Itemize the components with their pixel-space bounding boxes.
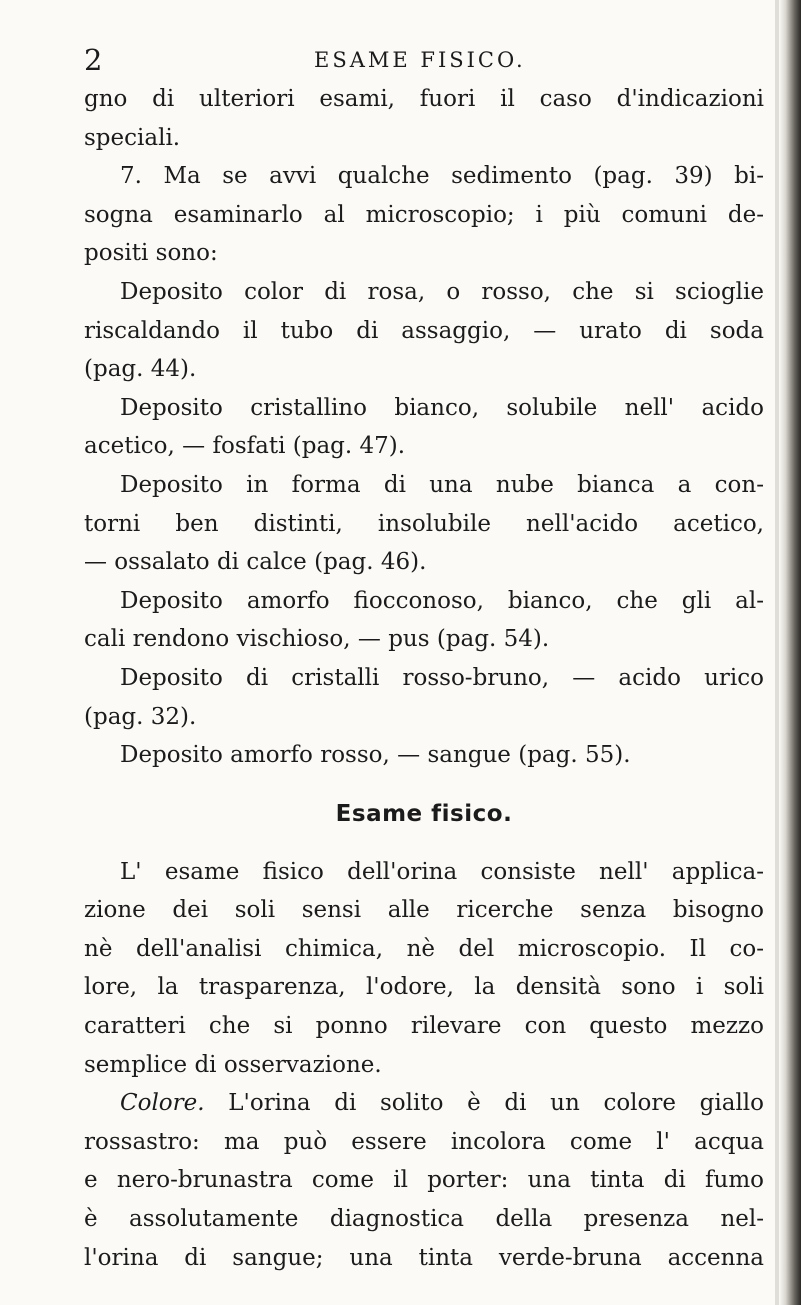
text-line: rossastro: ma può essere incolora come l' acqua xyxy=(84,1128,764,1155)
text-line: Deposito di cristalli rosso-bruno, — acido urico xyxy=(120,664,764,691)
colore-rest: L'orina di solito è di un colore giallo xyxy=(204,1090,764,1117)
text-line: speciali. xyxy=(84,124,181,151)
body-text xyxy=(84,80,764,1277)
text-line: sogna esaminarlo al microscopio; i più comuni de- xyxy=(84,201,764,228)
text-line: cali rendono vischioso, — pus (pag. 54). xyxy=(84,626,550,653)
text-line: lore, la trasparenza, l'odore, la densità sono i soli xyxy=(84,974,764,1001)
text-line: Deposito in forma di una nube bianca a con- xyxy=(120,471,764,498)
text-line: nè dell'analisi chimica, nè del microscopio. Il co- xyxy=(84,935,764,962)
text-line: positi sono: xyxy=(84,240,218,267)
text-line: Deposito amorfo rosso, — sangue (pag. 55). xyxy=(120,742,631,769)
text-line: e nero-brunastra come il porter: una tinta di fumo xyxy=(84,1167,764,1194)
section-title: Esame fisico. xyxy=(335,800,513,827)
text-line: Deposito amorfo fiocconoso, bianco, che gli al- xyxy=(120,587,764,614)
page-header xyxy=(84,40,764,80)
page-edge-shadow xyxy=(779,0,801,1305)
text-line: 7. Ma se avvi qualche sedimento (pag. 39) bi- xyxy=(120,163,764,190)
text-line: l'orina di sangue; una tinta verde-bruna accenna xyxy=(84,1244,764,1271)
text-line: zione dei soli sensi alle ricerche senza bisogno xyxy=(84,897,764,924)
text-line: acetico, — fosfati (pag. 47). xyxy=(84,433,406,460)
running-head: ESAME FISICO. xyxy=(314,48,526,72)
text-line: L' esame fisico dell'orina consiste nell' applica- xyxy=(120,858,764,885)
text-line: semplice di osservazione. xyxy=(84,1051,382,1078)
text-line: caratteri che si ponno rilevare con questo mezzo xyxy=(84,1013,764,1040)
text-line: (pag. 44). xyxy=(84,356,197,383)
text-line: riscaldando il tubo di assaggio, — urato di soda xyxy=(84,317,764,344)
text-line-colore xyxy=(84,1084,764,1123)
text-line: è assolutamente diagnostica della presenza nel- xyxy=(84,1206,764,1233)
text-line: torni ben distinti, insolubile nell'acido acetico, xyxy=(84,510,764,537)
text-line: — ossalato di calce (pag. 46). xyxy=(84,549,427,576)
colore-term: Colore. xyxy=(120,1090,205,1117)
text-line: Deposito cristallino bianco, solubile nell' acido xyxy=(120,394,764,421)
text-line: (pag. 32). xyxy=(84,703,197,730)
text-line: gno di ulteriori esami, fuori il caso d'indicazioni xyxy=(84,86,764,112)
page-number: 2 xyxy=(84,43,103,77)
text-line: Deposito color di rosa, o rosso, che si scioglie xyxy=(120,278,764,305)
